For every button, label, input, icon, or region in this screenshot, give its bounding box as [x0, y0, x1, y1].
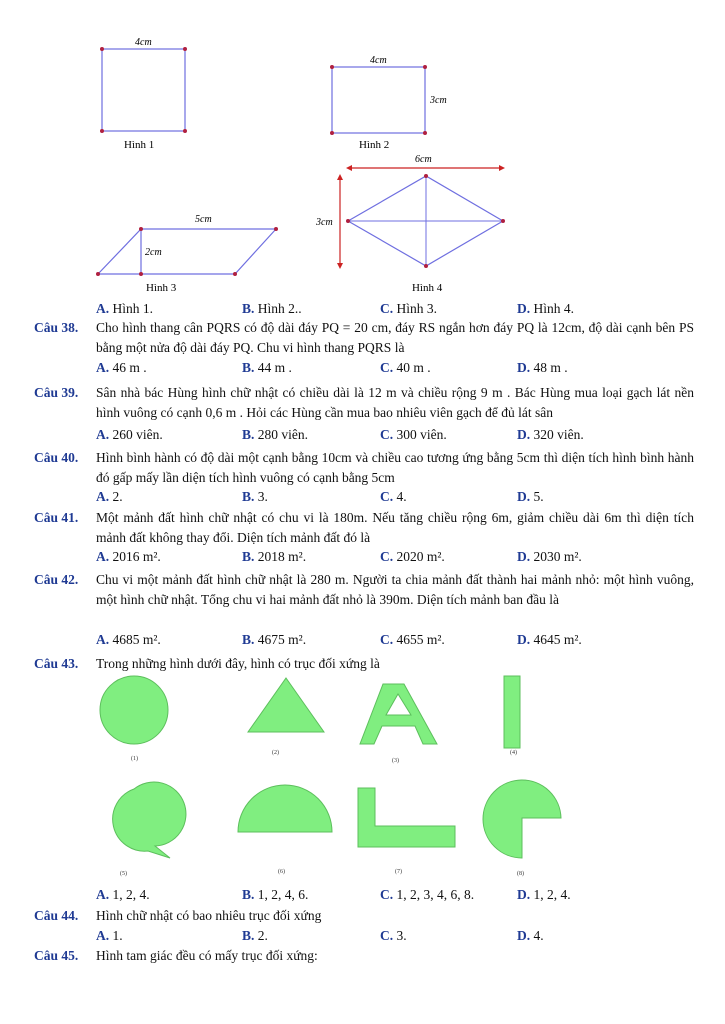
question-text: Hình bình hành có độ dài một cạnh bằng 10cm và chiều cao tương ứng bằng 5cm thì diện tích hình bình hành đó gấp mấy lần diện tích hình vuông có cạnh bằng 5cm	[96, 450, 694, 485]
option-c: C. 4655 m².	[380, 632, 445, 647]
shape-label-4: (4)	[510, 750, 517, 756]
q38-options	[96, 360, 696, 378]
option-a: A. 2016 m².	[96, 549, 161, 564]
option-d: D. 4645 m².	[517, 632, 582, 647]
question-text: Cho hình thang cân PQRS có độ dài đáy PQ = 20 cm, đáy RS ngắn hơn đáy PQ là 12cm, độ dài cạnh bên PS bằng một nửa độ dài đáy PQ. Chu vi hình thang PQRS là	[96, 320, 694, 355]
shape-label-6: (6)	[278, 869, 285, 875]
rectangle-figure-2	[332, 67, 425, 133]
question-42	[34, 570, 694, 630]
parallelogram-figure-3	[98, 229, 276, 274]
option-b: B. Hình 2..	[242, 301, 302, 316]
q42-options	[96, 632, 696, 650]
option-c: C. Hình 3.	[380, 301, 437, 316]
h2-dim-side: 3cm	[430, 95, 447, 106]
bar-shape-4	[504, 676, 520, 748]
question-label: Câu 38.	[34, 320, 79, 335]
q41-options	[96, 549, 696, 567]
question-text: Trong những hình dưới đây, hình có trục đối xứng là	[96, 656, 380, 671]
question-text: Một mảnh đất hình chữ nhật có chu vi là 180m. Nếu tăng chiều rộng 6m, giảm chiều dài 6m thì diện tích mảnh đất không thay đổi. Diện tích mảnh đất đó là	[96, 510, 694, 545]
question-38	[34, 318, 694, 358]
h4-caption: Hình 4	[412, 282, 443, 294]
shape-label-5: (5)	[120, 871, 127, 877]
h1-dim-top: 4cm	[135, 37, 152, 48]
option-d: D. 5.	[517, 489, 544, 504]
question-39	[34, 383, 694, 423]
option-a: A. 1.	[96, 928, 123, 943]
option-d: D. 4.	[517, 928, 544, 943]
h2-dim-top: 4cm	[370, 55, 387, 66]
h3-caption: Hình 3	[146, 282, 177, 294]
question-45	[34, 946, 694, 966]
question-label: Câu 39.	[34, 385, 79, 400]
option-d: D. 48 m .	[517, 360, 568, 375]
question-label: Câu 44.	[34, 908, 79, 923]
option-a: A. 46 m .	[96, 360, 147, 375]
shape-label-8: (8)	[517, 871, 524, 877]
question-text: Sân nhà bác Hùng hình chữ nhật có chiều dài là 12 m và chiều rộng 9 m . Bác Hùng mua loại gạch lát nền hình vuông có cạnh 0,6 m . Hỏi các Hùng cần mua bao nhiêu viên gạch để đủ lát sân	[96, 385, 694, 420]
question-40	[34, 448, 694, 488]
figures-top	[0, 0, 725, 300]
option-a: A. Hình 1.	[96, 301, 153, 316]
q44-options	[96, 928, 696, 946]
symmetry-shapes	[0, 670, 725, 885]
option-d: D. Hình 4.	[517, 301, 574, 316]
question-label: Câu 45.	[34, 948, 79, 963]
option-c: C. 3.	[380, 928, 407, 943]
circle-shape-1	[100, 676, 168, 744]
q40-options	[96, 489, 696, 507]
letter-a-shape-3	[360, 684, 437, 744]
speech-bubble-shape-5	[113, 782, 186, 858]
question-44	[34, 906, 694, 926]
semicircle-shape-6	[238, 785, 332, 832]
option-b: B. 4675 m².	[242, 632, 307, 647]
option-c: C. 40 m .	[380, 360, 431, 375]
option-a: A. 2.	[96, 489, 123, 504]
h3-dim-height: 2cm	[145, 247, 162, 258]
q37-options	[96, 301, 696, 319]
option-c: C. 300 viên.	[380, 427, 447, 442]
question-label: Câu 40.	[34, 450, 79, 465]
l-shape-7	[358, 788, 455, 847]
square-figure-1	[102, 49, 185, 131]
h3-dim-top: 5cm	[195, 214, 212, 225]
question-label: Câu 42.	[34, 572, 79, 587]
shape-label-1: (1)	[131, 756, 138, 762]
question-label: Câu 43.	[34, 656, 79, 671]
shape-label-3: (3)	[392, 758, 399, 764]
question-text: Chu vi một mảnh đất hình chữ nhật là 280 m. Người ta chia mảnh đất thành hai mảnh nhỏ: một hình vuông, một hình chữ nhật. Tổng chu vi hai mảnh đất nhỏ là 390m. Diện tích mảnh ban đầu là	[96, 572, 694, 607]
question-label: Câu 41.	[34, 510, 79, 525]
option-b: B. 280 viên.	[242, 427, 309, 442]
option-d: D. 2030 m².	[517, 549, 582, 564]
three-quarter-circle-shape-8	[483, 780, 561, 858]
option-a: A. 1, 2, 4.	[96, 887, 150, 902]
question-41	[34, 508, 694, 548]
question-text: Hình chữ nhật có bao nhiêu trục đối xứng	[96, 908, 322, 923]
option-c: C. 4.	[380, 489, 407, 504]
q39-options	[96, 427, 696, 445]
option-b: B. 3.	[242, 489, 268, 504]
option-b: B. 1, 2, 4, 6.	[242, 887, 309, 902]
question-text: Hình tam giác đều có mấy trục đối xứng:	[96, 948, 318, 963]
q43-options	[96, 887, 696, 905]
h2-caption: Hình 2	[359, 139, 390, 151]
option-b: B. 44 m .	[242, 360, 292, 375]
option-b: B. 2.	[242, 928, 268, 943]
option-a: A. 260 viên.	[96, 427, 163, 442]
option-d: D. 320 viên.	[517, 427, 584, 442]
option-c: C. 1, 2, 3, 4, 6, 8.	[380, 887, 475, 902]
option-a: A. 4685 m².	[96, 632, 161, 647]
option-d: D. 1, 2, 4.	[517, 887, 571, 902]
h4-dim-height: 3cm	[316, 217, 333, 228]
shape-label-7: (7)	[395, 869, 402, 875]
shape-label-2: (2)	[272, 750, 279, 756]
h4-dim-width: 6cm	[415, 154, 432, 165]
option-c: C. 2020 m².	[380, 549, 445, 564]
triangle-shape-2	[248, 678, 324, 732]
option-b: B. 2018 m².	[242, 549, 307, 564]
h1-caption: Hình 1	[124, 139, 155, 151]
